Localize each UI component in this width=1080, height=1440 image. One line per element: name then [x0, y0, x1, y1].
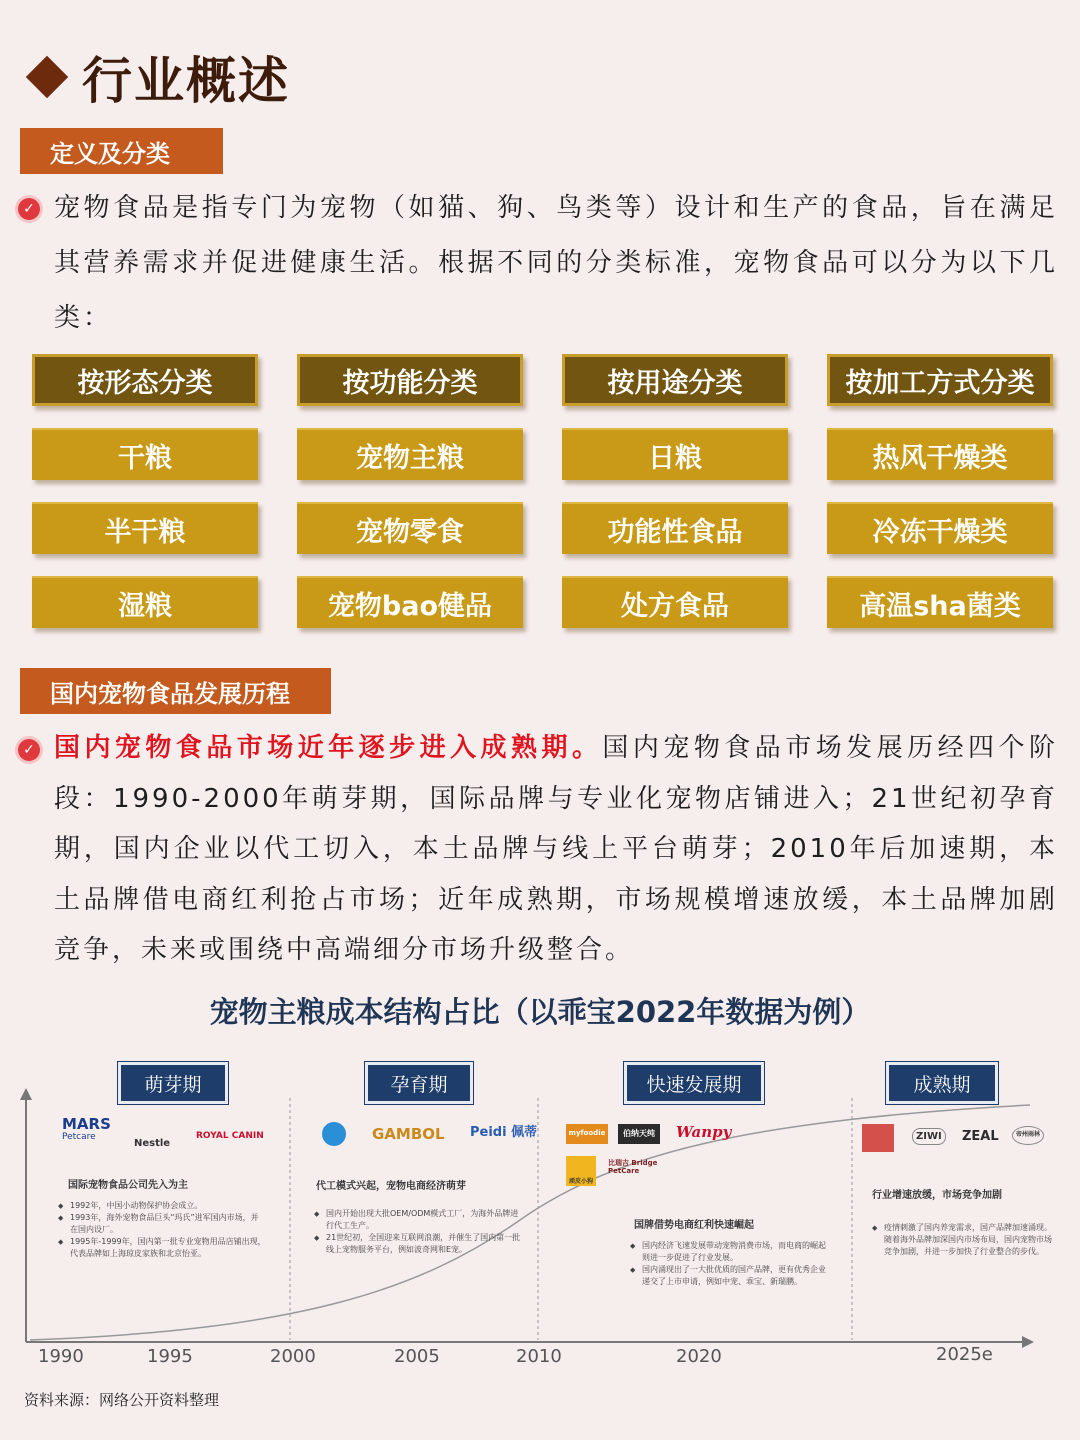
phase-bullet: ◆ 21世纪初，全国迎来互联网浪潮，并催生了国内第一批线上宠物服务平台，例如波奇网和E宠。	[314, 1232, 526, 1256]
classification-item: 高温sha菌类	[827, 576, 1053, 628]
year-label-2010: 2010	[516, 1346, 562, 1367]
page-title-row	[22, 42, 290, 112]
classification-item: 宠物零食	[297, 502, 523, 554]
classification-grid	[32, 354, 1057, 628]
wanpy-puppy-logo: 顽皮小狗	[566, 1156, 596, 1186]
page-title: 行业概述	[82, 52, 290, 110]
wanpy-logo: Wanpy	[676, 1123, 732, 1141]
year-label-2000: 2000	[270, 1346, 316, 1367]
classification-item: 冷冻干燥类	[827, 502, 1053, 554]
classification-item: 干粮	[32, 428, 258, 480]
myfoodie-logo: myfoodie	[566, 1124, 608, 1144]
classification-header: 按功能分类	[297, 354, 523, 406]
phase-heading-sprout: 国际宠物食品公司先入为主	[68, 1180, 188, 1191]
classification-item: 湿粮	[32, 576, 258, 628]
phase-bullet: ◆ 国内开始出现大批OEM/ODM模式工厂，为海外品牌进行代工生产。	[314, 1208, 526, 1232]
section-tag-history: 国内宠物食品发展历程	[20, 668, 331, 714]
timeline-figure	[0, 1050, 1080, 1390]
classification-item: 宠物主粮	[297, 428, 523, 480]
classification-item: 热风干燥类	[827, 428, 1053, 480]
bridge-petcare-logo: 比瑞吉 Bridge PetCare	[608, 1159, 658, 1175]
classification-item: 半干粮	[32, 502, 258, 554]
gambol-logo: GAMBOL	[372, 1125, 445, 1143]
phase-bullet: ◆ 国内涌现出了一大批优质的国产品牌，更有优秀企业递交了上市申请，例如中宠、乖宝、新瑞鹏。	[630, 1264, 830, 1288]
year-label-2025e: 2025e	[936, 1344, 993, 1365]
phase-bullet: ◆ 疫情刺激了国内养宠需求，国产品牌加速涌现。随着海外品牌加深国内市场布局，国内宠物市场竞争加剧，并进一步加快了行业整合的步伐。	[872, 1222, 1058, 1258]
mars-logo: MARS	[62, 1115, 111, 1133]
year-label-1995: 1995	[147, 1346, 193, 1367]
red-brand-logo-icon	[862, 1124, 894, 1152]
phase-bullet: ◆ 1995年-1999年，国内第一批专业宠物用品店铺出现，代表品牌如上海琼皮家族和北京怡亚。	[58, 1236, 266, 1260]
history-text: 国内宠物食品市场发展历经四个阶段：1990-2000年萌芽期，国际品牌与专业化宠物店铺进入；21世纪初孕育期，国内企业以代工切入，本土品牌与线上平台萌芽；2010年后加速期，本土品牌借电商红利抢占市场；近年成熟期，市场规模增速放缓，本土品牌加剧竞争，未来或围绕中高端细分市场升级整合。	[54, 733, 1058, 965]
classification-item: 日粮	[562, 428, 788, 480]
ziwi-logo: ZIWI	[912, 1128, 946, 1145]
phase-box-incubation: 孕育期	[365, 1062, 473, 1104]
classification-header: 按加工方式分类	[827, 354, 1053, 406]
nestle-logo: Nestle	[134, 1138, 171, 1149]
classification-header: 按用途分类	[562, 354, 788, 406]
classification-item: 功能性食品	[562, 502, 788, 554]
diamond-bullet-icon	[26, 56, 68, 98]
check-circle-icon: ✓	[18, 739, 40, 761]
zeal-logo: ZEAL	[962, 1129, 999, 1144]
definition-paragraph: 宠物食品是指专门为宠物（如猫、狗、鸟类等）设计和生产的食品，旨在满足其营养需求并促进健康生活。根据不同的分类标准，宠物食品可以分为以下几类：	[54, 193, 1058, 333]
phase-list-sprout	[58, 1200, 266, 1260]
classification-item: 宠物bao健品	[297, 576, 523, 628]
year-label-2020: 2020	[676, 1346, 722, 1367]
year-label-2005: 2005	[394, 1346, 440, 1367]
phase-list-mature	[872, 1222, 1058, 1258]
chart-title: 宠物主粮成本结构占比（以乖宝2022年数据为例）	[209, 995, 871, 1029]
history-highlight: 国内宠物食品市场近年逐步进入成熟期。	[54, 733, 603, 763]
check-circle-icon: ✓	[18, 198, 40, 220]
dizhou-logo: 帝州雨林	[1012, 1126, 1044, 1145]
royal-canin-logo: ROYAL CANIN	[196, 1131, 264, 1141]
phase-bullet: ◆ 国内经济飞速发展带动宠物消费市场，而电商的崛起则进一步促进了行业发展。	[630, 1240, 830, 1264]
source-note: 资料来源：网络公开资料整理	[24, 1391, 220, 1409]
phase-list-rapid-growth	[630, 1240, 830, 1288]
classification-item: 处方食品	[562, 576, 788, 628]
peidi-logo: Peidi 佩蒂	[470, 1125, 538, 1140]
history-paragraph	[54, 723, 1058, 976]
blue-circle-logo-icon	[322, 1122, 346, 1146]
phase-heading-mature: 行业增速放缓，市场竞争加剧	[872, 1190, 1002, 1201]
classification-header: 按形态分类	[32, 354, 258, 406]
bernatiantchun-logo: 伯纳天纯	[618, 1124, 660, 1144]
phase-box-mature: 成熟期	[886, 1062, 998, 1104]
year-label-1990: 1990	[38, 1346, 84, 1367]
phase-bullet: ◆ 1992年，中国小动物保护协会成立。	[58, 1200, 266, 1212]
phase-heading-rapid-growth: 国牌借势电商红利快速崛起	[634, 1220, 754, 1231]
section-tag-definition: 定义及分类	[20, 128, 223, 174]
petcare-logo: Petcare	[62, 1132, 96, 1142]
phase-heading-incubation: 代工模式兴起，宠物电商经济萌芽	[316, 1181, 466, 1192]
phase-list-incubation	[314, 1208, 526, 1256]
phase-box-rapid-growth: 快速发展期	[624, 1062, 764, 1104]
phase-box-sprout: 萌芽期	[118, 1062, 228, 1104]
phase-bullet: ◆ 1993年，海外宠物食品巨头“玛氏”进军国内市场，并在国内设厂。	[58, 1212, 266, 1236]
